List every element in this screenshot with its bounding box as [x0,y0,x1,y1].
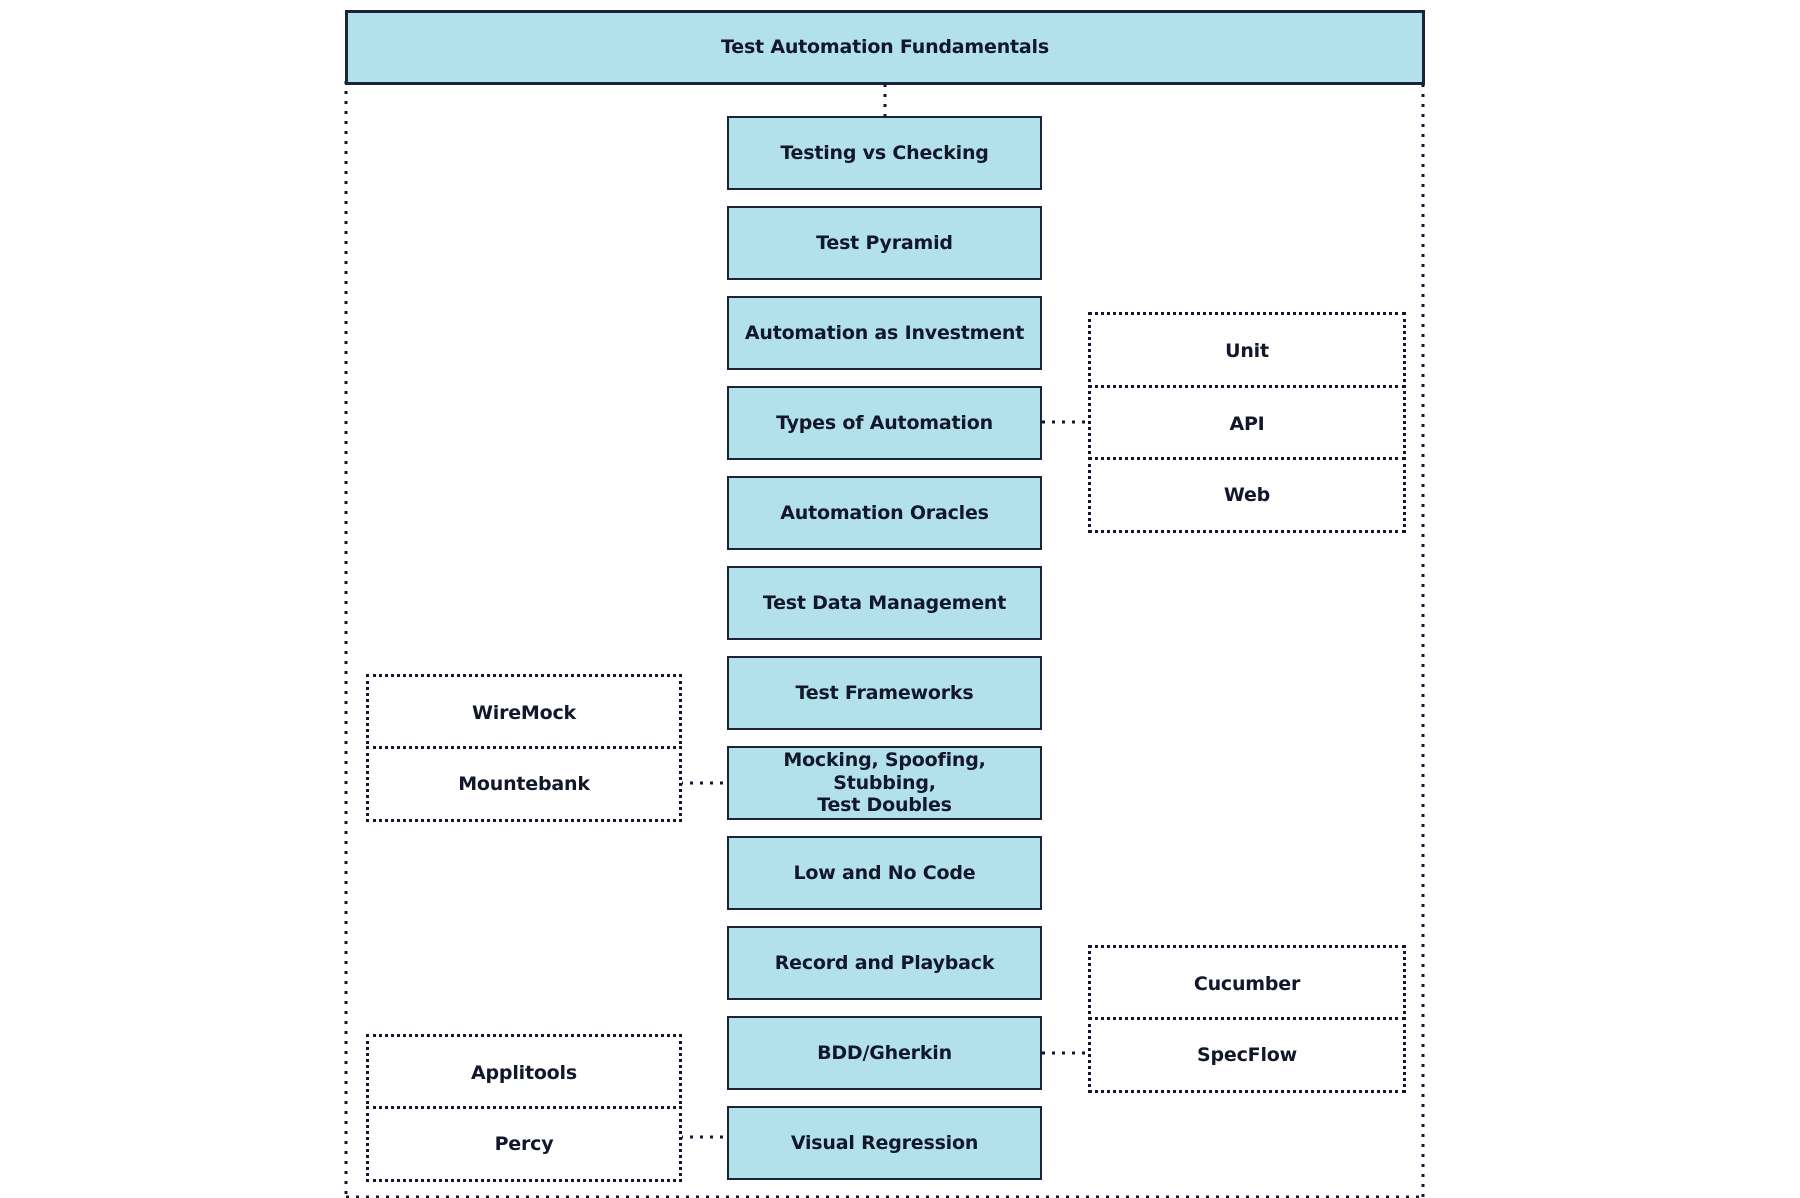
topic-label: Test Frameworks [795,681,974,704]
topic-testing-vs-checking [727,116,1042,190]
mocking-tool-mountebank [366,746,682,822]
topic-test-data-management [727,566,1042,640]
topic-visual-regression [727,1106,1042,1180]
types-item-label: Unit [1225,340,1269,363]
types-item-label: Web [1223,483,1271,506]
topic-label: Testing vs Checking [780,141,989,164]
topic-label: Types of Automation [776,411,993,434]
topic-label: Automation as Investment [744,321,1025,344]
topic-test-frameworks [727,656,1042,730]
bdd-tool-label: SpecFlow [1197,1043,1297,1066]
topic-label: Test Data Management [762,591,1007,614]
types-item-unit [1088,312,1406,388]
topic-label: Visual Regression [790,1131,979,1154]
root-node [345,10,1425,85]
visual-tool-applitools [366,1034,682,1110]
topic-label: Record and Playback [774,951,995,974]
topic-label: BDD/Gherkin [817,1041,952,1064]
topic-low-and-no-code [727,836,1042,910]
types-item-web [1088,457,1406,533]
topic-test-pyramid [727,206,1042,280]
types-item-api [1088,385,1406,460]
root-label: Test Automation Fundamentals [721,36,1049,59]
topic-bdd-gherkin [727,1016,1042,1090]
visual-tool-label: Applitools [471,1062,577,1085]
bdd-tool-label: Cucumber [1193,972,1301,995]
topic-label: Low and No Code [793,861,976,884]
topic-automation-oracles [727,476,1042,550]
topic-record-and-playback [727,926,1042,1000]
visual-tool-label: Percy [494,1132,554,1155]
topic-label: Mocking, Spoofing, Stubbing, Test Doubles [783,748,986,817]
topic-mocking [727,746,1042,820]
topic-label: Automation Oracles [780,501,989,524]
bdd-tool-cucumber [1088,945,1406,1020]
mocking-tool-wiremock [366,674,682,750]
bdd-tool-specflow [1088,1017,1406,1093]
types-item-label: API [1229,412,1265,435]
topic-types-of-automation [727,386,1042,460]
topic-label: Test Pyramid [816,231,953,254]
mocking-tool-label: Mountebank [458,772,590,795]
mocking-tool-label: WireMock [472,702,576,725]
topic-automation-as-investment [727,296,1042,370]
visual-tool-percy [366,1106,682,1182]
